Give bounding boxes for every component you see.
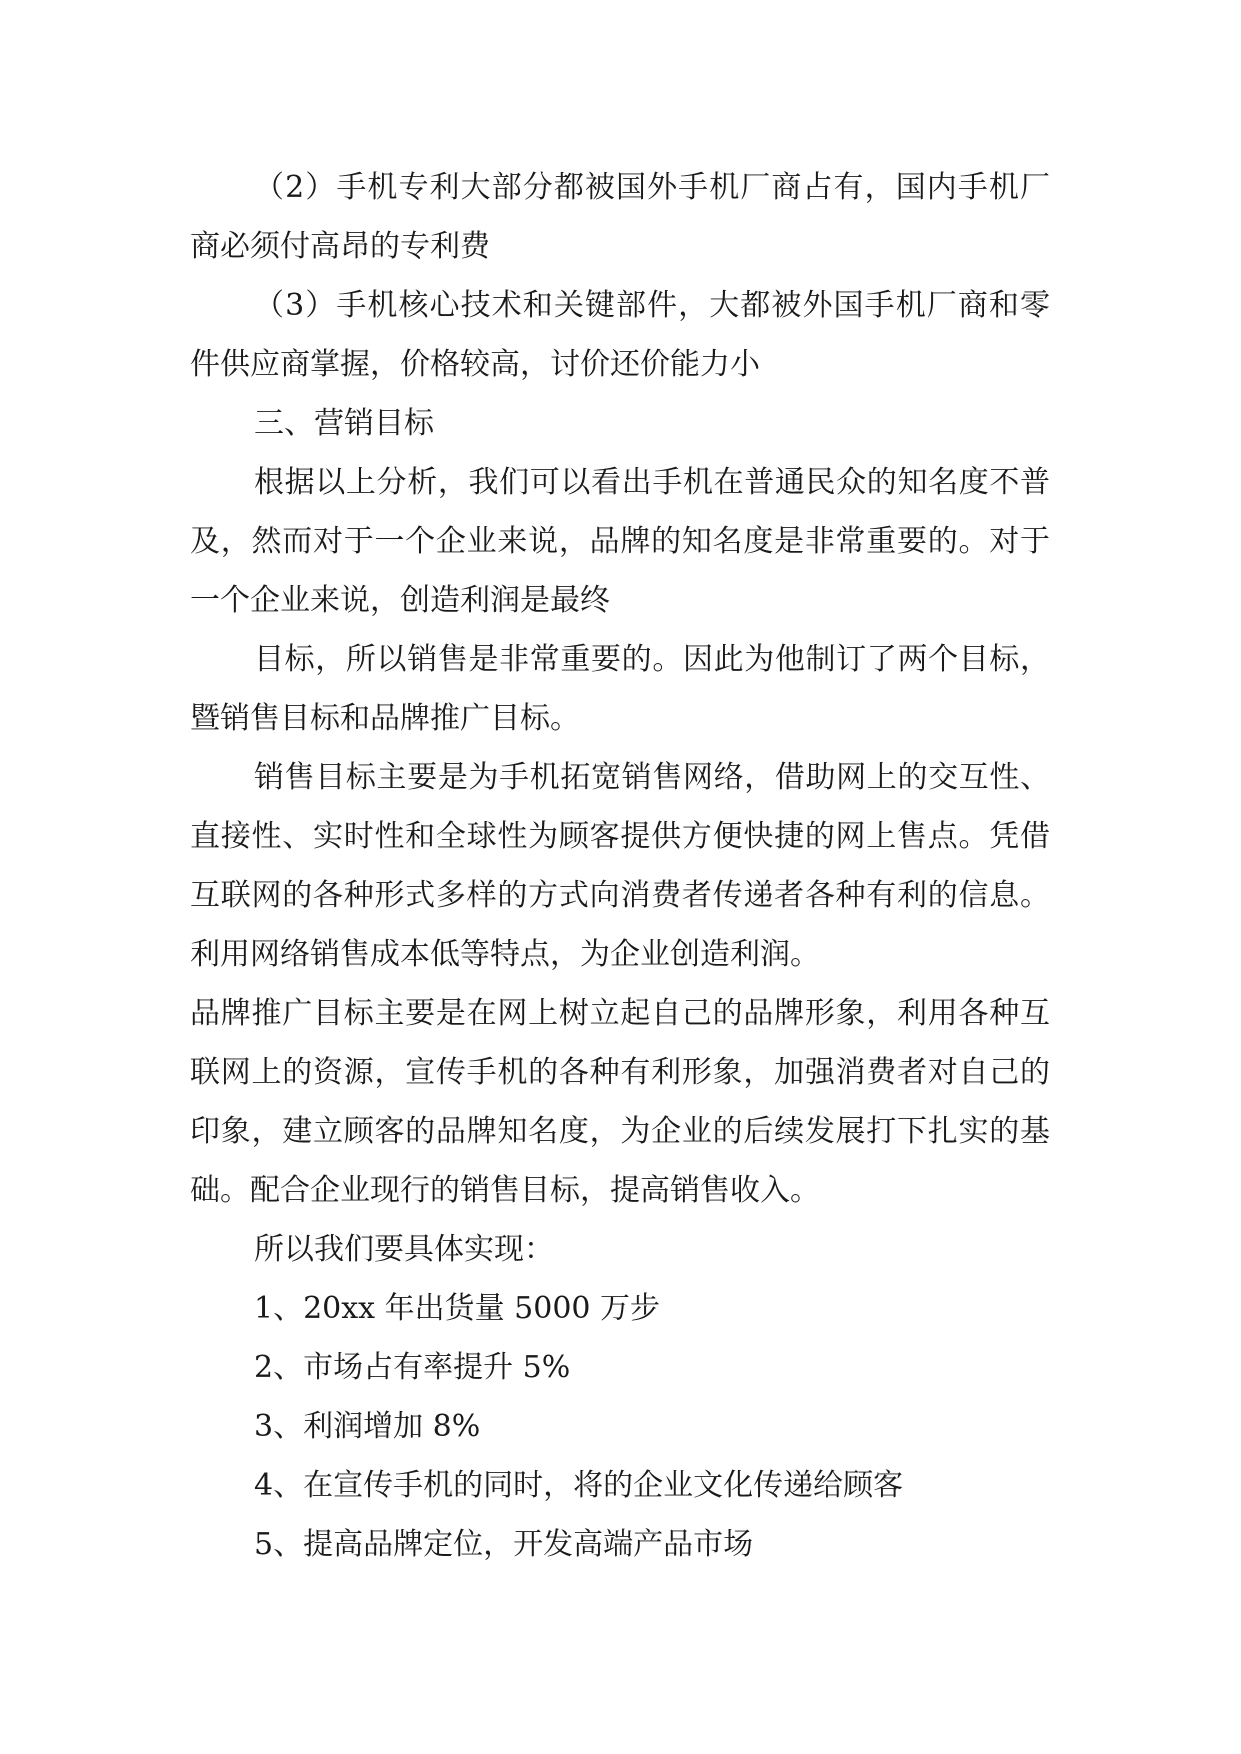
paragraph-implementation-intro: 所以我们要具体实现：: [254, 1232, 554, 1267]
section-heading-marketing-goals: 三、营销目标: [254, 406, 434, 441]
list-item: 5、提高品牌定位，开发高端产品市场: [254, 1527, 754, 1562]
paragraph-sales-goal: 销售目标主要是为手机拓宽销售网络，借助网上的交互性、直接性、实时性和全球性为顾客提供方便快捷的网上售点。凭借互联网的各种形式多样的方式向消费者传递者各种有利的信息。利用网络销售成本低等特点，为企业创造利润。: [190, 760, 1050, 972]
list-item: 2、市场占有率提升 5%: [254, 1350, 571, 1385]
paragraph-core-tech-note: （3）手机核心技术和关键部件，大都被外国手机厂商和零件供应商掌握，价格较高，讨价还价能力小: [190, 288, 1050, 382]
list-item: 1、20xx 年出货量 5000 万步: [254, 1291, 661, 1326]
paragraph-analysis: 根据以上分析，我们可以看出手机在普通民众的知名度不普及，然而对于一个企业来说，品牌的知名度是非常重要的。对于一个企业来说，创造利润是最终: [190, 465, 1050, 618]
list-item: 3、利润增加 8%: [254, 1409, 481, 1444]
paragraph-goals-summary: 目标，所以销售是非常重要的。因此为他制订了两个目标，暨销售目标和品牌推广目标。: [190, 642, 1050, 736]
document-body: [190, 158, 1050, 1574]
list-item: 4、在宣传手机的同时，将的企业文化传递给顾客: [254, 1468, 904, 1503]
paragraph-brand-goal: 品牌推广目标主要是在网上树立起自己的品牌形象，利用各种互联网上的资源，宣传手机的各种有利形象，加强消费者对自己的印象，建立顾客的品牌知名度，为企业的后续发展打下扎实的基础。配合企业现行的销售目标，提高销售收入。: [190, 996, 1050, 1208]
paragraph-patent-note: （2）手机专利大部分都被国外手机厂商占有，国内手机厂商必须付高昂的专利费: [190, 170, 1050, 264]
